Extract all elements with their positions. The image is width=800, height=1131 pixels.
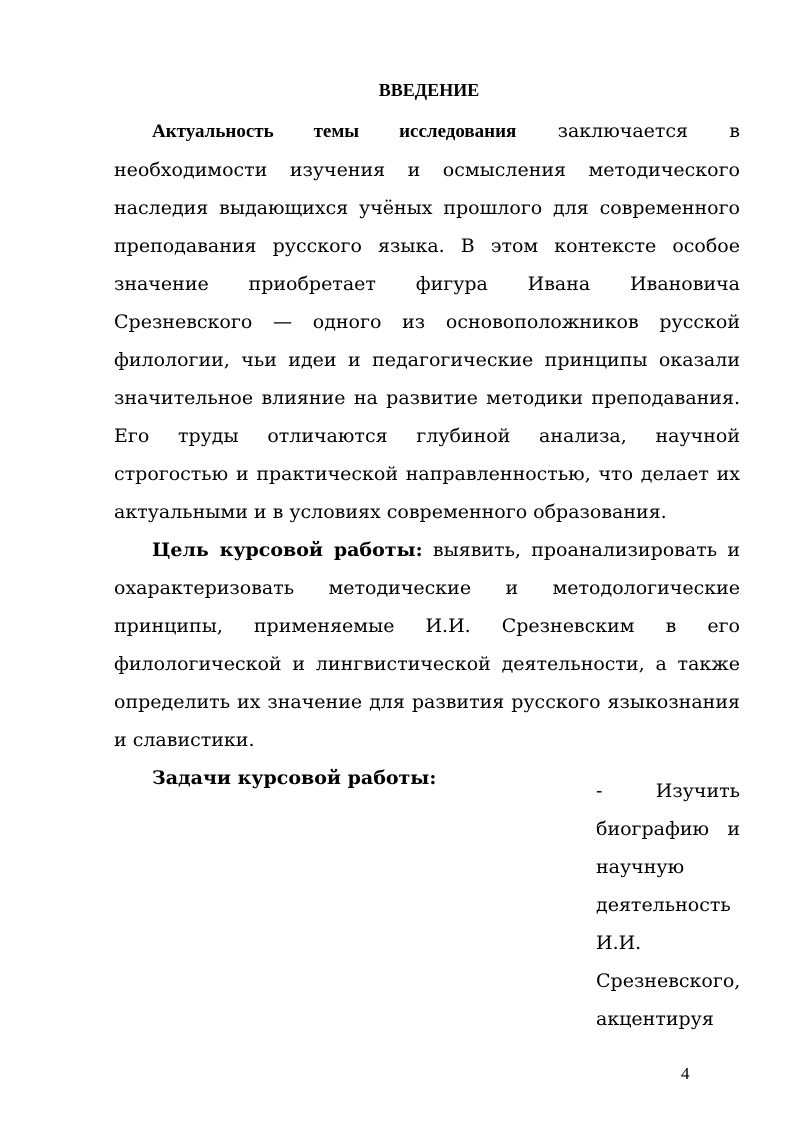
page-number: 4 (681, 1064, 690, 1083)
body-text (114, 112, 740, 797)
relevance-lead: Актуальность темы исследования (152, 121, 517, 142)
paragraph-relevance (114, 112, 740, 531)
relevance-text: заключается в необходимости изучения и осмысления методического наследия выдающихся учёных прошлого для современного преподавания русского языка. В этом контексте особое значение приобретает фигура Ивана Ивановича Срезневского — одного из основоположников русской филологии, чьи идеи и педагогические принципы оказали значительное влияние на развитие методики преподавания. Его труды отличаются глубиной анализа, научной строгостью и практической направленностью, что делает их актуальными и в условиях современного образования. (114, 120, 740, 523)
tasks-lead: Задачи курсовой работы: (152, 767, 437, 789)
task-item-text: - Изучить биографию и научную деятельность И.И. Срезневского, акцентируя (596, 780, 741, 1030)
task-list-item (596, 772, 740, 1038)
goal-text: выявить, проанализировать и охарактеризовать методические и методологические принципы, применяемые И.И. Срезневским в его филологической и лингвистической деятельности, а также определить их значение для развития русского языкознания и славистики. (114, 539, 740, 751)
paragraph-goal (114, 531, 740, 759)
goal-lead: Цель курсовой работы: (152, 539, 423, 561)
section-heading: ВВЕДЕНИЕ (378, 80, 480, 100)
